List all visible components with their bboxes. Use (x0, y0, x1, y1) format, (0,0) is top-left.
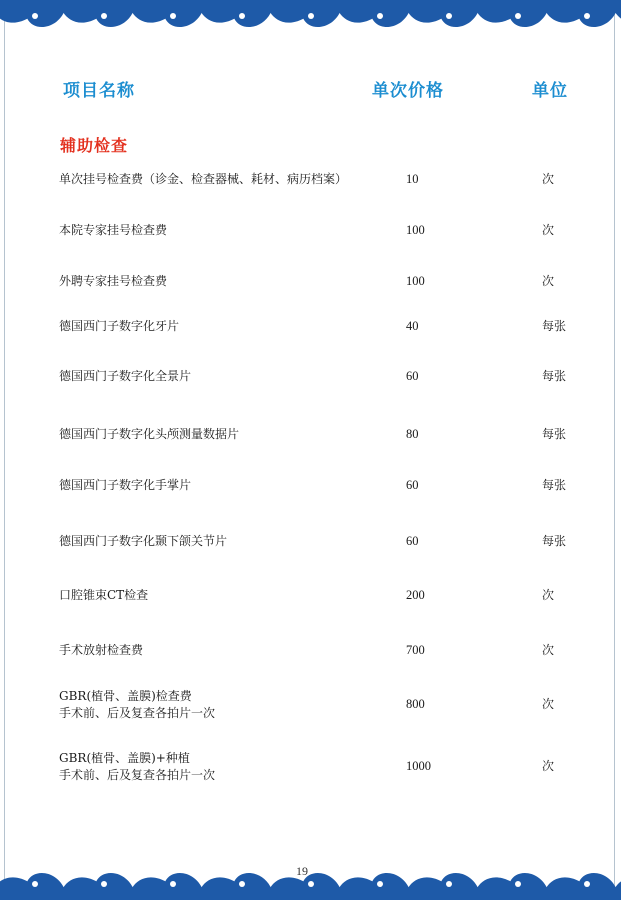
wave-swirl-dot (32, 13, 38, 19)
wave-swirl-dot (446, 13, 452, 19)
wave-swirl-dot (32, 881, 38, 887)
item-unit: 每张 (542, 534, 567, 548)
wave-motif (339, 873, 410, 900)
item-unit: 次 (542, 223, 555, 237)
item-unit: 次 (542, 172, 555, 186)
wave-swirl-dot (239, 13, 245, 19)
wave-motif (201, 0, 272, 27)
item-price: 60 (406, 478, 419, 492)
wave-motif (408, 873, 479, 900)
item-unit: 每张 (542, 319, 567, 333)
wave-swirl-dot (308, 13, 314, 19)
wave-swirl-dot (377, 881, 383, 887)
item-unit: 每张 (542, 427, 567, 441)
wave-motif (477, 873, 548, 900)
item-unit: 每张 (542, 478, 567, 492)
wave-motif (63, 873, 134, 900)
wave-motif (477, 0, 548, 27)
item-name (59, 222, 167, 239)
table-header (0, 76, 621, 100)
wave-swirl-dot (377, 13, 383, 19)
item-price: 60 (406, 534, 419, 548)
wave-swirl-dot (584, 13, 590, 19)
wave-swirl-dot (308, 881, 314, 887)
item-name (59, 477, 191, 494)
item-name (59, 688, 215, 722)
section-title: 辅助检查 (60, 136, 129, 155)
header-unit: 单位 (532, 81, 568, 101)
item-price: 40 (406, 319, 419, 333)
item-unit: 次 (542, 759, 555, 773)
item-name (59, 587, 148, 604)
header-item-name: 项目名称 (63, 81, 135, 101)
item-unit: 次 (542, 643, 555, 657)
wave-swirl-dot (101, 13, 107, 19)
item-name-line: 本院专家挂号检查费 (59, 223, 168, 237)
wave-swirl-dot (170, 881, 176, 887)
item-unit: 次 (542, 274, 555, 288)
item-name (59, 642, 143, 659)
header-price: 单次价格 (372, 81, 444, 101)
item-name-line: 德国西门子数字化手掌片 (59, 478, 192, 492)
wave-motif (132, 0, 203, 27)
item-name (59, 750, 215, 784)
wave-motif (0, 873, 65, 900)
wave-swirl-dot (584, 881, 590, 887)
wave-motif (132, 873, 203, 900)
item-price: 200 (406, 588, 425, 602)
item-name-line: GBR(植骨、盖膜)检查费 (59, 689, 192, 703)
wave-motif (270, 0, 341, 27)
item-price: 100 (406, 223, 425, 237)
item-price: 1000 (406, 759, 431, 773)
wave-motif (615, 0, 621, 27)
item-name (59, 426, 239, 443)
item-price: 100 (406, 274, 425, 288)
item-name (59, 368, 191, 385)
bottom-wave-border (0, 856, 621, 900)
item-name-line: 德国西门子数字化颞下颌关节片 (59, 534, 228, 548)
item-price: 80 (406, 427, 419, 441)
item-name-line: 德国西门子数字化牙片 (59, 319, 180, 333)
wave-motif (546, 0, 617, 27)
item-name (59, 318, 179, 335)
wave-swirl-dot (515, 13, 521, 19)
item-name-line: 手术放射检查费 (59, 643, 144, 657)
item-price: 60 (406, 369, 419, 383)
item-name-line: 德国西门子数字化全景片 (59, 369, 192, 383)
item-name-line: 口腔锥束CT检查 (59, 588, 149, 602)
wave-motif (615, 873, 621, 900)
item-name (59, 171, 347, 188)
wave-swirl-dot (446, 881, 452, 887)
item-name-line: 德国西门子数字化头颅测量数据片 (59, 427, 240, 441)
wave-motif (201, 873, 272, 900)
item-unit: 次 (542, 697, 555, 711)
item-price: 10 (406, 172, 419, 186)
item-name (59, 273, 167, 290)
wave-motif (0, 0, 65, 27)
item-name (59, 533, 227, 550)
item-name-line: 单次挂号检查费（诊金、检查器械、耗材、病历档案） (59, 172, 348, 186)
item-price: 800 (406, 697, 425, 711)
wave-motif (63, 0, 134, 27)
item-unit: 每张 (542, 369, 567, 383)
item-unit: 次 (542, 588, 555, 602)
item-price: 700 (406, 643, 425, 657)
page-number: 19 (296, 864, 308, 878)
wave-swirl-dot (101, 881, 107, 887)
item-name-line: 外聘专家挂号检查费 (59, 274, 168, 288)
item-name-line: 手术前、后及复查各拍片一次 (59, 706, 216, 720)
wave-swirl-dot (515, 881, 521, 887)
wave-motif (339, 0, 410, 27)
item-name-line: 手术前、后及复查各拍片一次 (59, 768, 216, 782)
wave-motif (408, 0, 479, 27)
top-wave-border (0, 0, 621, 44)
wave-swirl-dot (170, 13, 176, 19)
item-name-line: GBR(植骨、盖膜)+种植 (59, 751, 190, 765)
wave-motif (546, 873, 617, 900)
wave-swirl-dot (239, 881, 245, 887)
